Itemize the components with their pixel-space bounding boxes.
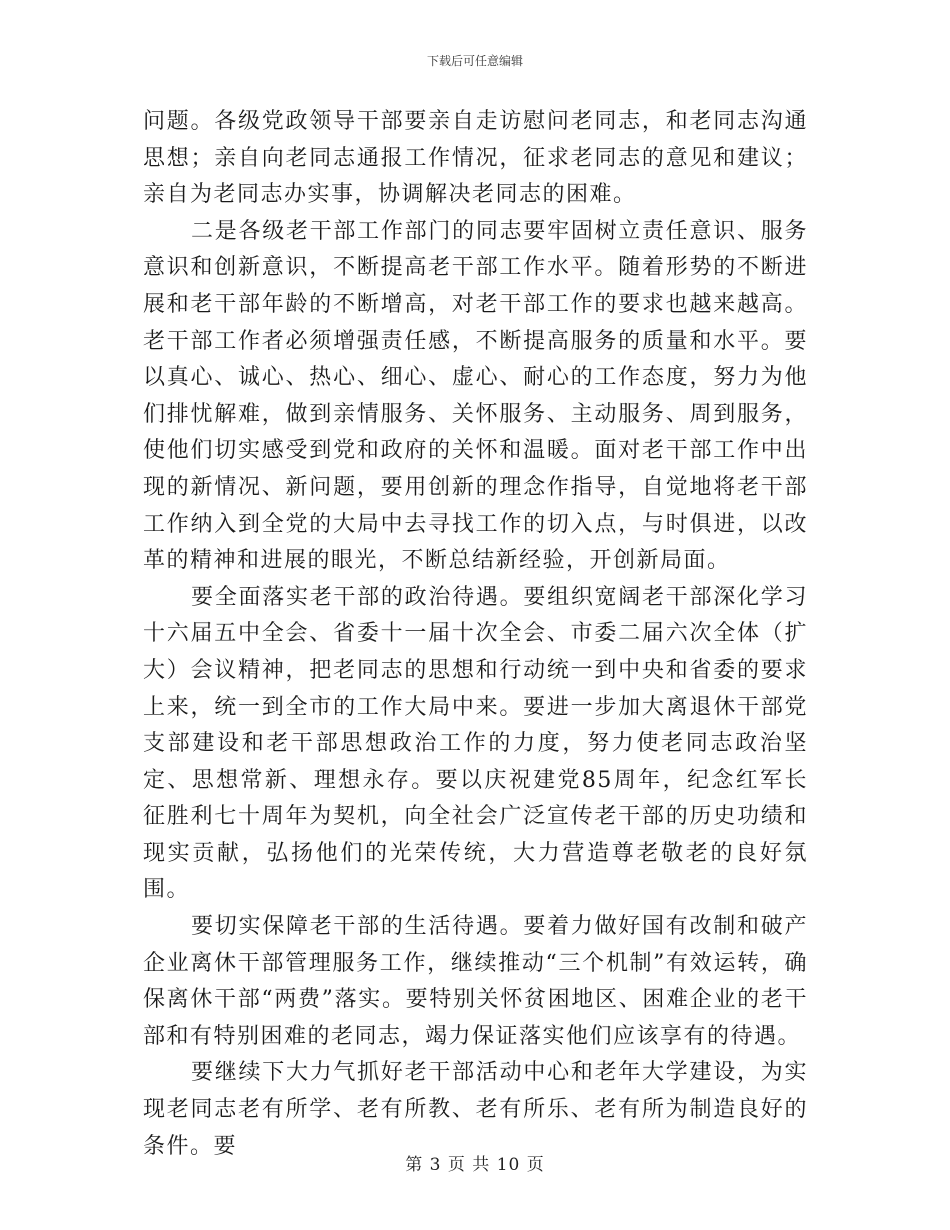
paragraph-1: 问题。各级党政领导干部要亲自走访慰问老同志，和老同志沟通思想；亲自向老同志通报工作情况，征求老同志的意见和建议；亲自为老同志办实事，协调解决老同志的困难。 — [143, 109, 808, 208]
paragraph-3: 要全面落实老干部的政治待遇。要组织宽阔老干部深化学习十六届五中全会、省委十一届十次全会、市委二届六次全体（扩大）会议精神，把老同志的思想和行动统一到中央和省委的要求上来，统一到全市的工作大局中来。要进一步加大离退休干部党支部建设和老干部思想政治工作的力度，努力使老同志政治坚定、思想常新、理想永存。要以庆祝建党85周年，纪念红军长征胜利七十周年为契机，向全社会广泛宣传老干部的历史功绩和现实贡献，弘扬他们的光荣传统，大力营造尊老敬老的良好氛围。 — [143, 584, 808, 903]
paragraph-5: 要继续下大力气抓好老干部活动中心和老年大学建设，为实现老同志老有所学、老有所教、老有所乐、老有所为制造良好的条件。要 — [143, 1060, 808, 1159]
document-body — [143, 104, 808, 1165]
page-number-footer: 第 3 页 共 10 页 — [405, 1155, 545, 1175]
paragraph-4: 要切实保障老干部的生活待遇。要着力做好国有改制和破产企业离休干部管理服务工作，继续推动“三个机制”有效运转，确保离休干部“两费”落实。要特别关怀贫困地区、困难企业的老干部和有特别困难的老同志，竭力保证落实他们应该享有的待遇。 — [143, 914, 808, 1049]
page-header: 下载后可任意编辑 — [426, 54, 523, 68]
paragraph-2: 二是各级老干部工作部门的同志要牢固树立责任意识、服务意识和创新意识，不断提高老干部工作水平。随着形势的不断进展和老干部年龄的不断增高，对老干部工作的要求也越来越高。老干部工作者必须增强责任感，不断提高服务的质量和水平。要以真心、诚心、热心、细心、虚心、耐心的工作态度，努力为他们排忧解难，做到亲情服务、关怀服务、主动服务、周到服务，使他们切实感受到党和政府的关怀和温暖。面对老干部工作中出现的新情况、新问题，要用创新的理念作指导，自觉地将老干部工作纳入到全党的大局中去寻找工作的切入点，与时俱进，以改革的精神和进展的眼光，不断总结新经验，开创新局面。 — [143, 218, 808, 574]
